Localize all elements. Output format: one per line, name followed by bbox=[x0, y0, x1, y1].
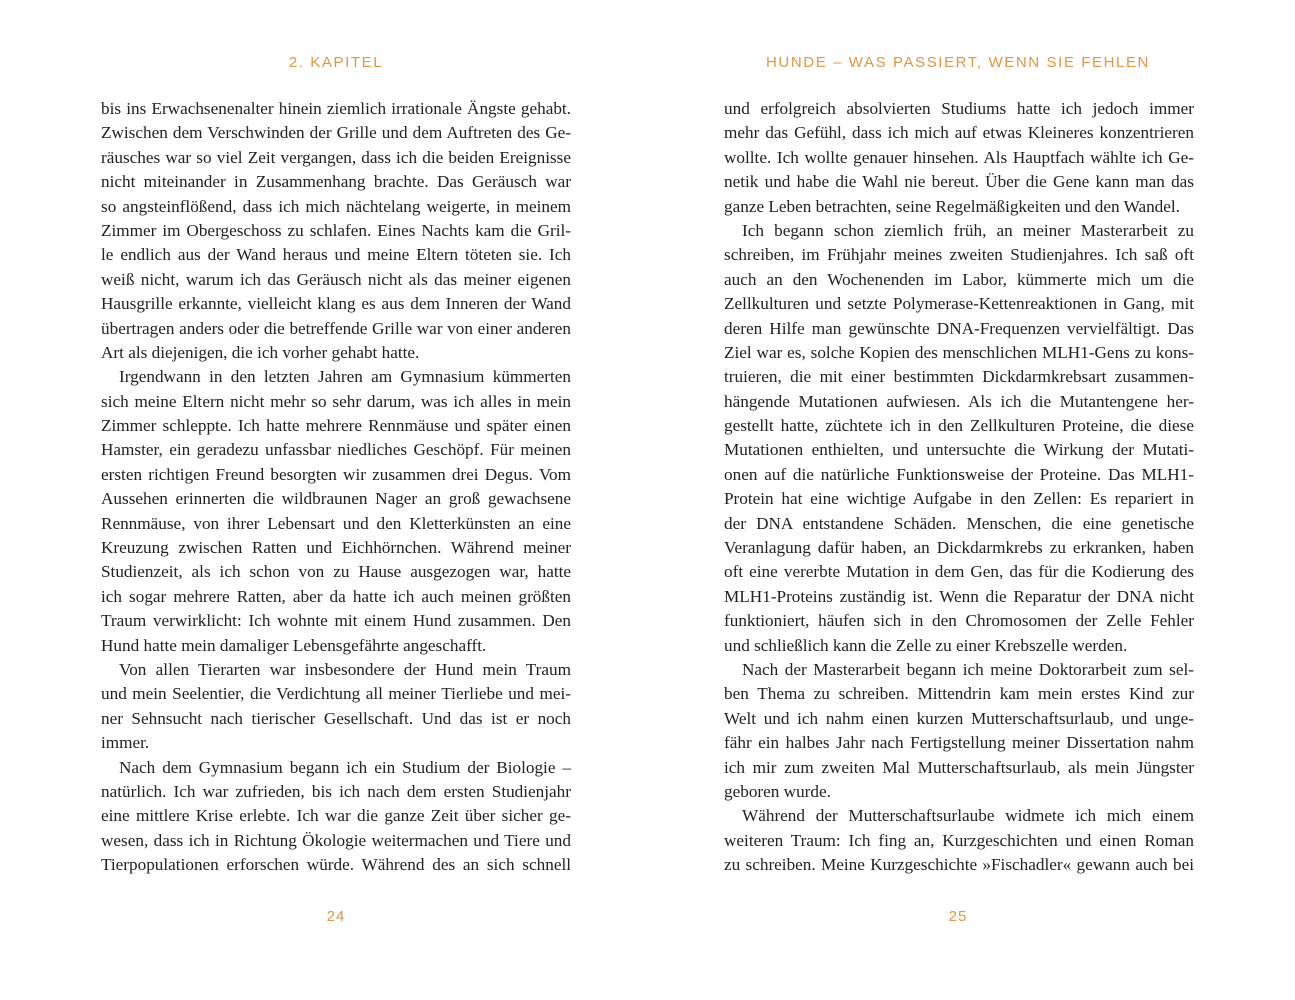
running-head: 2. KAPITEL bbox=[288, 54, 384, 71]
text-line: ich mir zum zweiten Mal Mutterschaftsurlaub, als mein Jüngster bbox=[724, 757, 1194, 777]
text-line: deren Hilfe man gewünschte DNA-Frequenzen vervielfältigt. Das bbox=[724, 318, 1194, 338]
text-line: schreiben, im Frühjahr meines zweiten Studienjahres. Ich saß oft bbox=[724, 245, 1194, 265]
text-line: übertragen anders oder die betreffende Grille war von einer anderen bbox=[101, 318, 571, 338]
text-line: Irgendwann in den letzten Jahren am Gymnasium kümmerten bbox=[119, 367, 571, 387]
text-line: Tierpopulationen erforschen würde. Während des an sich schnell bbox=[101, 855, 571, 875]
text-line: hängende Mutationen aufwiesen. Als ich die Mutantengene her- bbox=[724, 391, 1194, 411]
right-page bbox=[647, 0, 1295, 1000]
text-line: Mutationen enthielten, und untersuchte die Wirkung der Mutati- bbox=[724, 440, 1194, 460]
text-line: Protein hat eine wichtige Aufgabe in den Zellen: Es repariert in bbox=[724, 489, 1194, 509]
text-line: Zwischen dem Verschwinden der Grille und dem Auftreten des Ge- bbox=[101, 123, 571, 143]
text-line: Während der Mutterschaftsurlaube widmete ich mich einem bbox=[742, 806, 1194, 826]
text-line: Art als diejenigen, die ich vorher gehabt hatte. bbox=[101, 342, 420, 362]
text-line: Von allen Tierarten war insbesondere der Hund mein Traum bbox=[119, 659, 571, 679]
text-line: Rennmäuse, von ihrer Lebensart und den Kletterkünsten an eine bbox=[101, 513, 571, 533]
text-line: Zimmer schleppte. Ich hatte mehrere Rennmäuse und später einen bbox=[101, 416, 571, 436]
text-line: ersten richtigen Freund besorgten wir zusammen drei Degus. Vom bbox=[101, 464, 571, 484]
left-page bbox=[0, 0, 647, 1000]
page-number: 24 bbox=[326, 908, 346, 925]
text-line: mehr das Gefühl, dass ich mich auf etwas Kleineres konzentrieren bbox=[724, 123, 1194, 143]
text-line: ben Thema zu schreiben. Mittendrin kam mein erstes Kind zur bbox=[724, 684, 1194, 704]
text-line: Zimmer im Obergeschoss zu schlafen. Eines Nachts kam die Gril- bbox=[101, 220, 571, 240]
text-line: le endlich aus der Wand heraus und meine Eltern töteten sie. Ich bbox=[101, 245, 571, 265]
text-line: sich meine Eltern nicht mehr so sehr darum, was ich alles in mein bbox=[101, 391, 571, 411]
text-line: Hausgrille erkannte, vielleicht klang es aus dem Inneren der Wand bbox=[101, 294, 571, 314]
text-line: Hamster, ein geradezu unfassbar niedliches Geschöpf. Für meinen bbox=[101, 440, 571, 460]
text-line: Welt und ich nahm einen kurzen Mutterschaftsurlaub, und unge- bbox=[724, 708, 1194, 728]
text-line: so angsteinflößend, dass ich mich nächtelang weigerte, in meinem bbox=[101, 196, 571, 216]
page-number: 25 bbox=[948, 908, 968, 925]
text-line: der DNA entstandene Schäden. Menschen, die eine genetische bbox=[724, 513, 1194, 533]
text-line: zu schreiben. Meine Kurzgeschichte »Fischadler« gewann auch bei bbox=[724, 855, 1194, 875]
text-line: eine mittlere Krise erlebte. Ich war die ganze Zeit über sicher ge- bbox=[101, 806, 571, 826]
text-line: Zellkulturen und setzte Polymerase-Kettenreaktionen in Gang, mit bbox=[724, 294, 1194, 314]
text-line: wollte. Ich wollte genauer hinsehen. Als Hauptfach wählte ich Ge- bbox=[724, 147, 1194, 167]
text-line: Nach der Masterarbeit begann ich meine Doktorarbeit zum sel- bbox=[742, 659, 1194, 679]
text-line: Kreuzung zwischen Ratten und Eichhörnchen. Während meiner bbox=[101, 538, 571, 558]
text-line: geboren wurde. bbox=[724, 781, 831, 801]
text-line: weiteren Traum: Ich fing an, Kurzgeschichten und einen Roman bbox=[724, 830, 1194, 850]
text-line: Veranlagung dafür haben, an Dickdarmkrebs zu erkranken, haben bbox=[724, 538, 1194, 558]
body-text bbox=[101, 97, 571, 878]
text-line: Hund hatte mein damaliger Lebensgefährte angeschafft. bbox=[101, 635, 487, 655]
text-line: Aussehen erinnerten die wildbraunen Nager an groß gewachsene bbox=[101, 489, 571, 509]
text-line: ganze Leben betrachten, seine Regelmäßigkeiten und den Wandel. bbox=[724, 196, 1180, 216]
text-line: immer. bbox=[101, 733, 150, 753]
text-line: weiß nicht, warum ich das Geräusch nicht als das meiner eigenen bbox=[101, 269, 571, 289]
text-line: onen auf die natürliche Funktionsweise der Proteine. Das MLH1- bbox=[724, 464, 1194, 484]
text-line: netik und habe die Wahl nie bereut. Über die Gene kann man das bbox=[724, 172, 1194, 192]
text-line: räusches war so viel Zeit vergangen, dass ich die beiden Ereignisse bbox=[101, 147, 571, 167]
text-line: fähr ein halbes Jahr nach Fertigstellung meiner Dissertation nahm bbox=[724, 733, 1194, 753]
body-text bbox=[724, 97, 1194, 878]
text-line: ner Sehnsucht nach tierischer Gesellschaft. Und das ist er noch bbox=[101, 708, 571, 728]
text-line: oft eine vererbte Mutation in dem Gen, das für die Kodierung des bbox=[724, 562, 1194, 582]
text-line: Studienzeit, als ich schon von zu Hause ausgezogen war, hatte bbox=[101, 562, 571, 582]
text-line: truieren, die mit einer bestimmten Dickdarmkrebsart zusammen- bbox=[724, 367, 1194, 387]
text-line: auch an den Wochenenden im Labor, kümmerte mich um die bbox=[724, 269, 1194, 289]
text-line: MLH1-Proteins zuständig ist. Wenn die Reparatur der DNA nicht bbox=[724, 586, 1194, 606]
text-line: wesen, dass ich in Richtung Ökologie weitermachen und Tiere und bbox=[101, 830, 571, 850]
text-line: gestellt hatte, züchtete ich in den Zellkulturen Proteine, die diese bbox=[724, 416, 1194, 436]
running-head: HUNDE – WAS PASSIERT, WENN SIE FEHLEN bbox=[766, 54, 1150, 71]
text-line: funktioniert, häufen sich in den Chromosomen der Zelle Fehler bbox=[724, 611, 1194, 631]
text-line: bis ins Erwachsenenalter hinein ziemlich irrationale Ängste gehabt. bbox=[101, 99, 571, 118]
text-line: nicht miteinander in Zusammenhang brachte. Das Geräusch war bbox=[101, 172, 571, 192]
text-line: und schließlich kann die Zelle zu einer Krebszelle werden. bbox=[724, 635, 1128, 655]
text-line: Traum verwirklicht: Ich wohnte mit einem Hund zusammen. Den bbox=[101, 611, 571, 631]
text-line: natürlich. Ich war zufrieden, bis ich nach dem ersten Studienjahr bbox=[101, 781, 571, 801]
text-line: Nach dem Gymnasium begann ich ein Studium der Biologie – bbox=[119, 757, 571, 777]
text-line: und mein Seelentier, die Verdichtung all meiner Tierliebe und mei- bbox=[101, 684, 571, 704]
text-line: und erfolgreich absolvierten Studiums hatte ich jedoch immer bbox=[724, 99, 1194, 118]
text-line: ich sogar mehrere Ratten, aber da hatte ich auch meinen größten bbox=[101, 586, 571, 606]
text-line: Ich begann schon ziemlich früh, an meiner Masterarbeit zu bbox=[742, 220, 1194, 240]
text-line: Ziel war es, solche Kopien des menschlichen MLH1-Gens zu kons- bbox=[724, 342, 1194, 362]
